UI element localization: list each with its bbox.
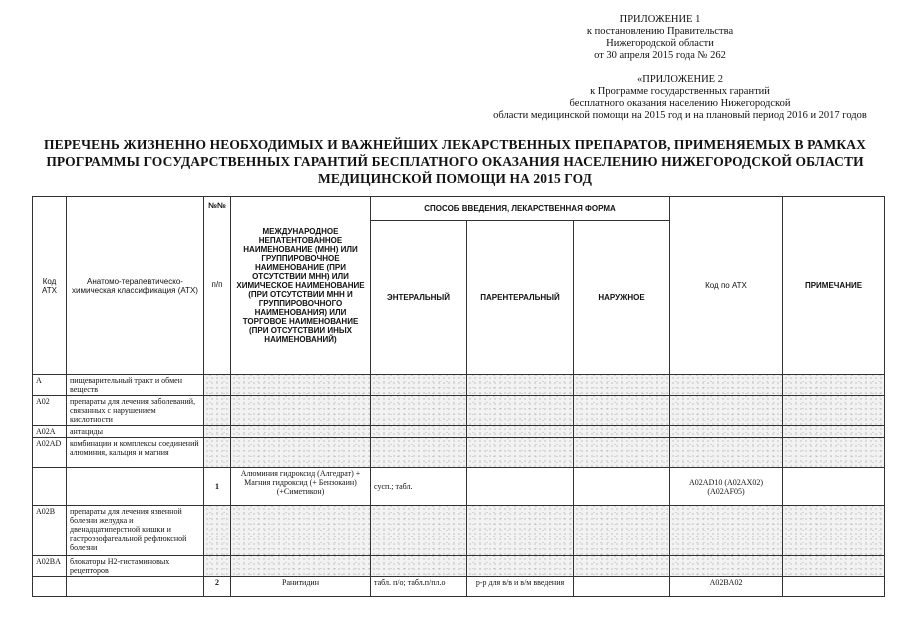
appendix-1-stamp (560, 14, 760, 62)
cell-code: A02AD (33, 438, 67, 468)
appendix-2-stamp (470, 74, 890, 122)
cell-num (204, 438, 231, 468)
header-number-bottom: п/п (211, 280, 223, 289)
cell-code: A02BA (33, 556, 67, 577)
cell-enteral (371, 426, 467, 438)
cell-enteral: сусп.; табл. (371, 468, 467, 506)
drug-list-table (32, 196, 885, 597)
title-line: ПЕРЕЧЕНЬ ЖИЗНЕННО НЕОБХОДИМЫХ И ВАЖНЕЙШИХ ЛЕКАРСТВЕННЫХ ПРЕПАРАТОВ, ПРИМЕНЯЕМЫХ В РАМКАХ (44, 137, 866, 152)
cell-parenteral: р-р для в/в и в/м введения (467, 577, 574, 597)
cell-num: 2 (204, 577, 231, 597)
cell-code (33, 468, 67, 506)
cell-atx (670, 426, 783, 438)
cell-class: препараты для лечения заболеваний, связанных с нарушением кислотности (67, 396, 204, 426)
cell-inn: Алюминия гидроксид (Алгедрат) + Магния гидроксид (+ Бензокаин) (+Симетикон) (231, 468, 371, 506)
header-number-top: №№ (208, 201, 226, 210)
header-route-group: СПОСОБ ВВЕДЕНИЯ, ЛЕКАРСТВЕННАЯ ФОРМА (371, 197, 670, 221)
table-row (33, 375, 885, 396)
stamp-line: к Программе государственных гарантий (590, 86, 770, 97)
header-enteral: ЭНТЕРАЛЬНЫЙ (371, 221, 467, 375)
cell-inn (231, 556, 371, 577)
header-external: НАРУЖНОЕ (574, 221, 670, 375)
cell-enteral (371, 556, 467, 577)
cell-num (204, 375, 231, 396)
table-row (33, 396, 885, 426)
stamp-line: «ПРИЛОЖЕНИЕ 2 (637, 74, 723, 85)
stamp-line: от 30 апреля 2015 года № 262 (594, 50, 726, 61)
cell-external (574, 438, 670, 468)
cell-code: A02A (33, 426, 67, 438)
cell-external (574, 556, 670, 577)
cell-atx (670, 438, 783, 468)
cell-enteral (371, 438, 467, 468)
cell-enteral (371, 375, 467, 396)
cell-note (783, 577, 885, 597)
cell-external (574, 375, 670, 396)
cell-class (67, 468, 204, 506)
cell-class: комбинации и комплексы соединений алюминия, кальция и магния (67, 438, 204, 468)
cell-inn (231, 438, 371, 468)
cell-note (783, 375, 885, 396)
header-atx-ref: Код по АТХ (670, 197, 783, 375)
cell-external (574, 506, 670, 556)
document-title (40, 136, 870, 187)
cell-note (783, 556, 885, 577)
cell-num (204, 556, 231, 577)
cell-class: пищеварительный тракт и обмен веществ (67, 375, 204, 396)
cell-note (783, 506, 885, 556)
cell-atx: A02AD10 (A02AX02) (A02AF05) (670, 468, 783, 506)
stamp-line: Нижегородской области (606, 38, 714, 49)
stamp-line: бесплатного оказания населению Нижегородской (569, 98, 791, 109)
stamp-line: к постановлению Правительства (586, 26, 734, 37)
cell-num (204, 396, 231, 426)
cell-parenteral (467, 375, 574, 396)
cell-inn (231, 506, 371, 556)
cell-class: препараты для лечения язвенной болезни желудка и двенадцатиперстной кишки и гастроэзофагеальной рефлюксной болезни (67, 506, 204, 556)
cell-class (67, 577, 204, 597)
title-line: МЕДИЦИНСКОЙ ПОМОЩИ НА 2015 ГОД (318, 171, 592, 186)
cell-code: A (33, 375, 67, 396)
cell-num (204, 506, 231, 556)
table-row (33, 577, 885, 597)
header-parenteral: ПАРЕНТЕРАЛЬНЫЙ (467, 221, 574, 375)
cell-parenteral (467, 396, 574, 426)
table-row (33, 468, 885, 506)
header-number (204, 197, 231, 375)
cell-atx (670, 506, 783, 556)
cell-note (783, 426, 885, 438)
cell-code: A02 (33, 396, 67, 426)
cell-atx (670, 396, 783, 426)
cell-note (783, 468, 885, 506)
cell-note (783, 438, 885, 468)
cell-atx (670, 375, 783, 396)
cell-class: блокаторы Н2-гистаминовых рецепторов (67, 556, 204, 577)
header-atx-classification: Анатомо-терапевтическо-химическая классификация (АТХ) (67, 197, 204, 375)
cell-code: A02B (33, 506, 67, 556)
cell-inn: Ранитидин (231, 577, 371, 597)
table-row (33, 438, 885, 468)
table-row (33, 426, 885, 438)
stamp-line: ПРИЛОЖЕНИЕ 1 (619, 14, 701, 25)
cell-num (204, 426, 231, 438)
cell-class: антациды (67, 426, 204, 438)
header-atx-code: Код АТХ (33, 197, 67, 375)
stamp-line: области медицинской помощи на 2015 год и на плановый период 2016 и 2017 годов (493, 110, 867, 121)
cell-external (574, 577, 670, 597)
table-row (33, 556, 885, 577)
cell-parenteral (467, 556, 574, 577)
cell-inn (231, 426, 371, 438)
table-row (33, 506, 885, 556)
header-note: ПРИМЕЧАНИЕ (783, 197, 885, 375)
cell-note (783, 396, 885, 426)
cell-num: 1 (204, 468, 231, 506)
title-line: ПРОГРАММЫ ГОСУДАРСТВЕННЫХ ГАРАНТИЙ БЕСПЛАТНОГО ОКАЗАНИЯ НАСЕЛЕНИЮ НИЖЕГОРОДСКОЙ ОБЛАСТИ (46, 154, 864, 169)
cell-enteral: табл. п/о; табл.п/пл.о (371, 577, 467, 597)
cell-parenteral (467, 468, 574, 506)
cell-atx (670, 556, 783, 577)
cell-parenteral (467, 426, 574, 438)
cell-external (574, 468, 670, 506)
cell-inn (231, 396, 371, 426)
cell-code (33, 577, 67, 597)
cell-enteral (371, 506, 467, 556)
cell-atx: A02BA02 (670, 577, 783, 597)
cell-external (574, 396, 670, 426)
cell-parenteral (467, 506, 574, 556)
cell-parenteral (467, 438, 574, 468)
cell-inn (231, 375, 371, 396)
cell-enteral (371, 396, 467, 426)
header-inn: МЕЖДУНАРОДНОЕ НЕПАТЕНТОВАННОЕ НАИМЕНОВАНИЕ (МНН) ИЛИ ГРУППИРОВОЧНОЕ НАИМЕНОВАНИЕ (ПРИ ОТСУТСТВИИ МНН) ИЛИ ХИМИЧЕСКОЕ НАИМЕНОВАНИЕ (ПРИ ОТСУТСТВИИ МНН И ГРУППИРОВОЧНОГО НАИМЕНОВАНИЯ) ИЛИ ТОРГОВОЕ НАИМЕНОВАНИЕ (ПРИ ОТСУТСТВИИ ИНЫХ НАИМЕНОВАНИЙ) (231, 197, 371, 375)
cell-external (574, 426, 670, 438)
